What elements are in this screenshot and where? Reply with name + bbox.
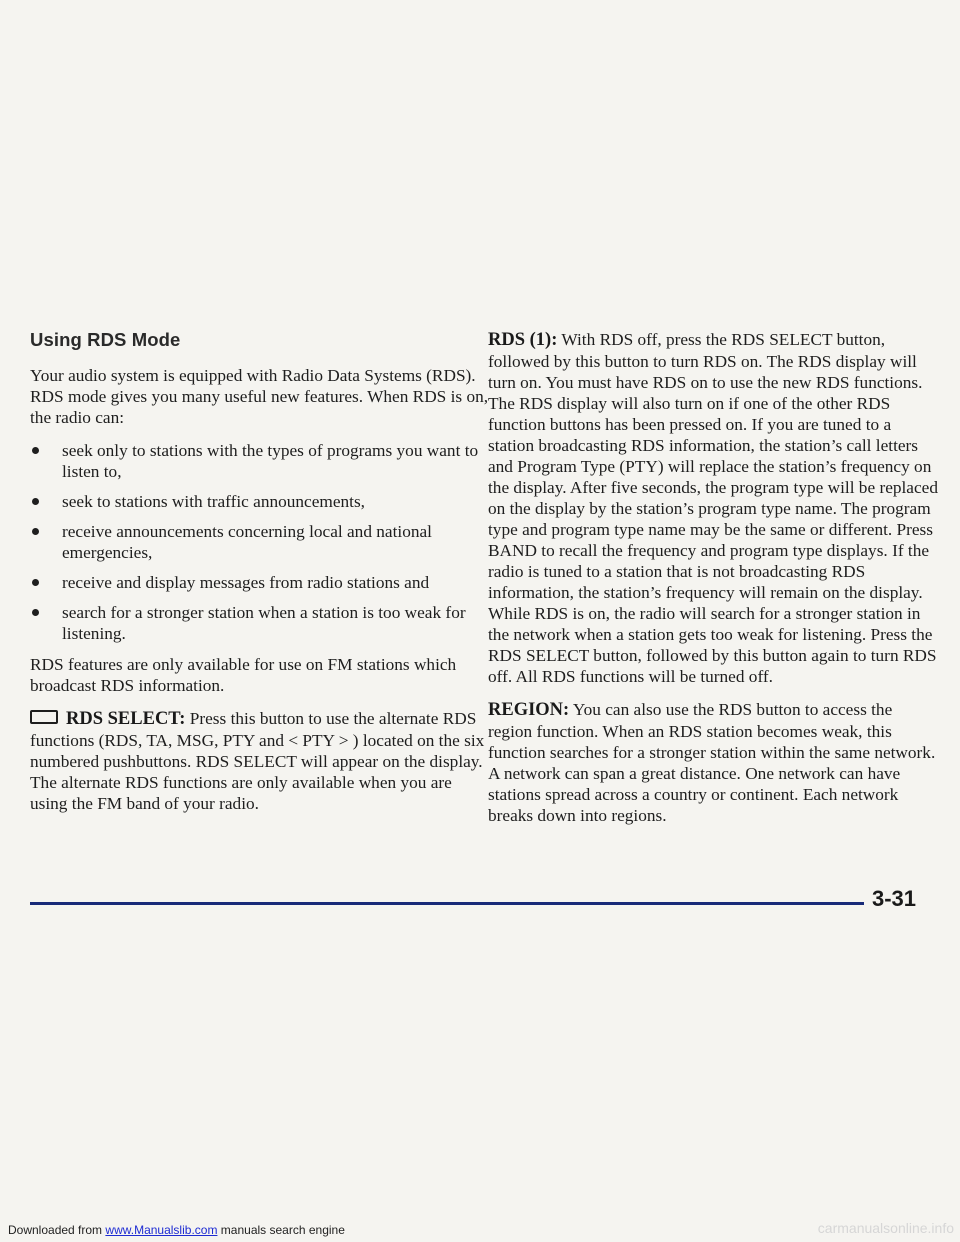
manualslib-link[interactable]: www.Manualslib.com [105, 1223, 218, 1237]
region-label: REGION: [488, 700, 570, 720]
left-column [30, 329, 490, 826]
rds-select-paragraph [30, 708, 490, 814]
page-number: 3-31 [872, 886, 917, 911]
download-footer [8, 1223, 345, 1237]
rds-select-text: Press this button to use the alternate RDS functions (RDS, TA, MSG, PTY and < PTY > ) located on the six numbered pushbuttons. RDS SELECT will appear on the display. The alternate RDS functions are only available when you are using the FM band of your radio. [30, 709, 485, 813]
region-paragraph [488, 699, 940, 826]
footer-prefix: Downloaded from [8, 1223, 103, 1237]
bullet-icon [32, 579, 39, 586]
rds1-paragraph [488, 329, 940, 687]
list-item: seek to stations with traffic announcements, [30, 491, 490, 512]
section-title: Using RDS Mode [30, 329, 181, 350]
footer-suffix: manuals search engine [220, 1223, 345, 1237]
right-column [488, 329, 940, 838]
list-item: receive announcements concerning local and national emergencies, [30, 521, 490, 563]
bullet-icon [32, 609, 39, 616]
list-item: seek only to stations with the types of programs you want to listen to, [30, 440, 490, 482]
rectangle-button-icon [30, 710, 58, 724]
feature-list [30, 440, 490, 644]
footer-rule [30, 902, 864, 905]
rds1-text: With RDS off, press the RDS SELECT button, followed by this button to turn RDS on. The RDS display will turn on. You must have RDS on to use the new RDS functions. The RDS display will also turn on if one of the other RDS function buttons has been pressed on. If you are tuned to a station broadcasting RDS information, the station’s call letters and Program Type (PTY) will replace the station’s frequency on the display. After five seconds, the program type will be replaced on the display by the station’s program type name. The program type and program type name may be the same or different. Press BAND to recall the frequency and program type displays. If the radio is tuned to a station that is not broadcasting RDS information, the station’s frequency will remain on the display. While RDS is on, the radio will search for a stronger station in the network when a station gets too weak for listening. Press the RDS SELECT button, followed by this button again to turn RDS off. All RDS functions will be turned off. [488, 330, 938, 686]
list-item: search for a stronger station when a station is too weak for listening. [30, 602, 490, 644]
bullet-icon [32, 498, 39, 505]
fm-note-paragraph: RDS features are only available for use on FM stations which broadcast RDS information. [30, 655, 457, 695]
bullet-icon [32, 447, 39, 454]
region-text: You can also use the RDS button to access the region function. When an RDS station becomes weak, this function searches for a stronger station within the same network. A network can span a great distance. One network can have stations spread across a country or continent. Each network breaks down into regions. [488, 700, 936, 825]
intro-paragraph: Your audio system is equipped with Radio Data Systems (RDS). RDS mode gives you many useful new features. When RDS is on, the radio can: [30, 366, 489, 427]
rds1-label: RDS (1): [488, 330, 558, 350]
rds-select-label: RDS SELECT: [66, 709, 186, 729]
bullet-icon [32, 528, 39, 535]
list-item: receive and display messages from radio stations and [30, 572, 490, 593]
watermark: carmanualsonline.info [817, 1220, 954, 1236]
